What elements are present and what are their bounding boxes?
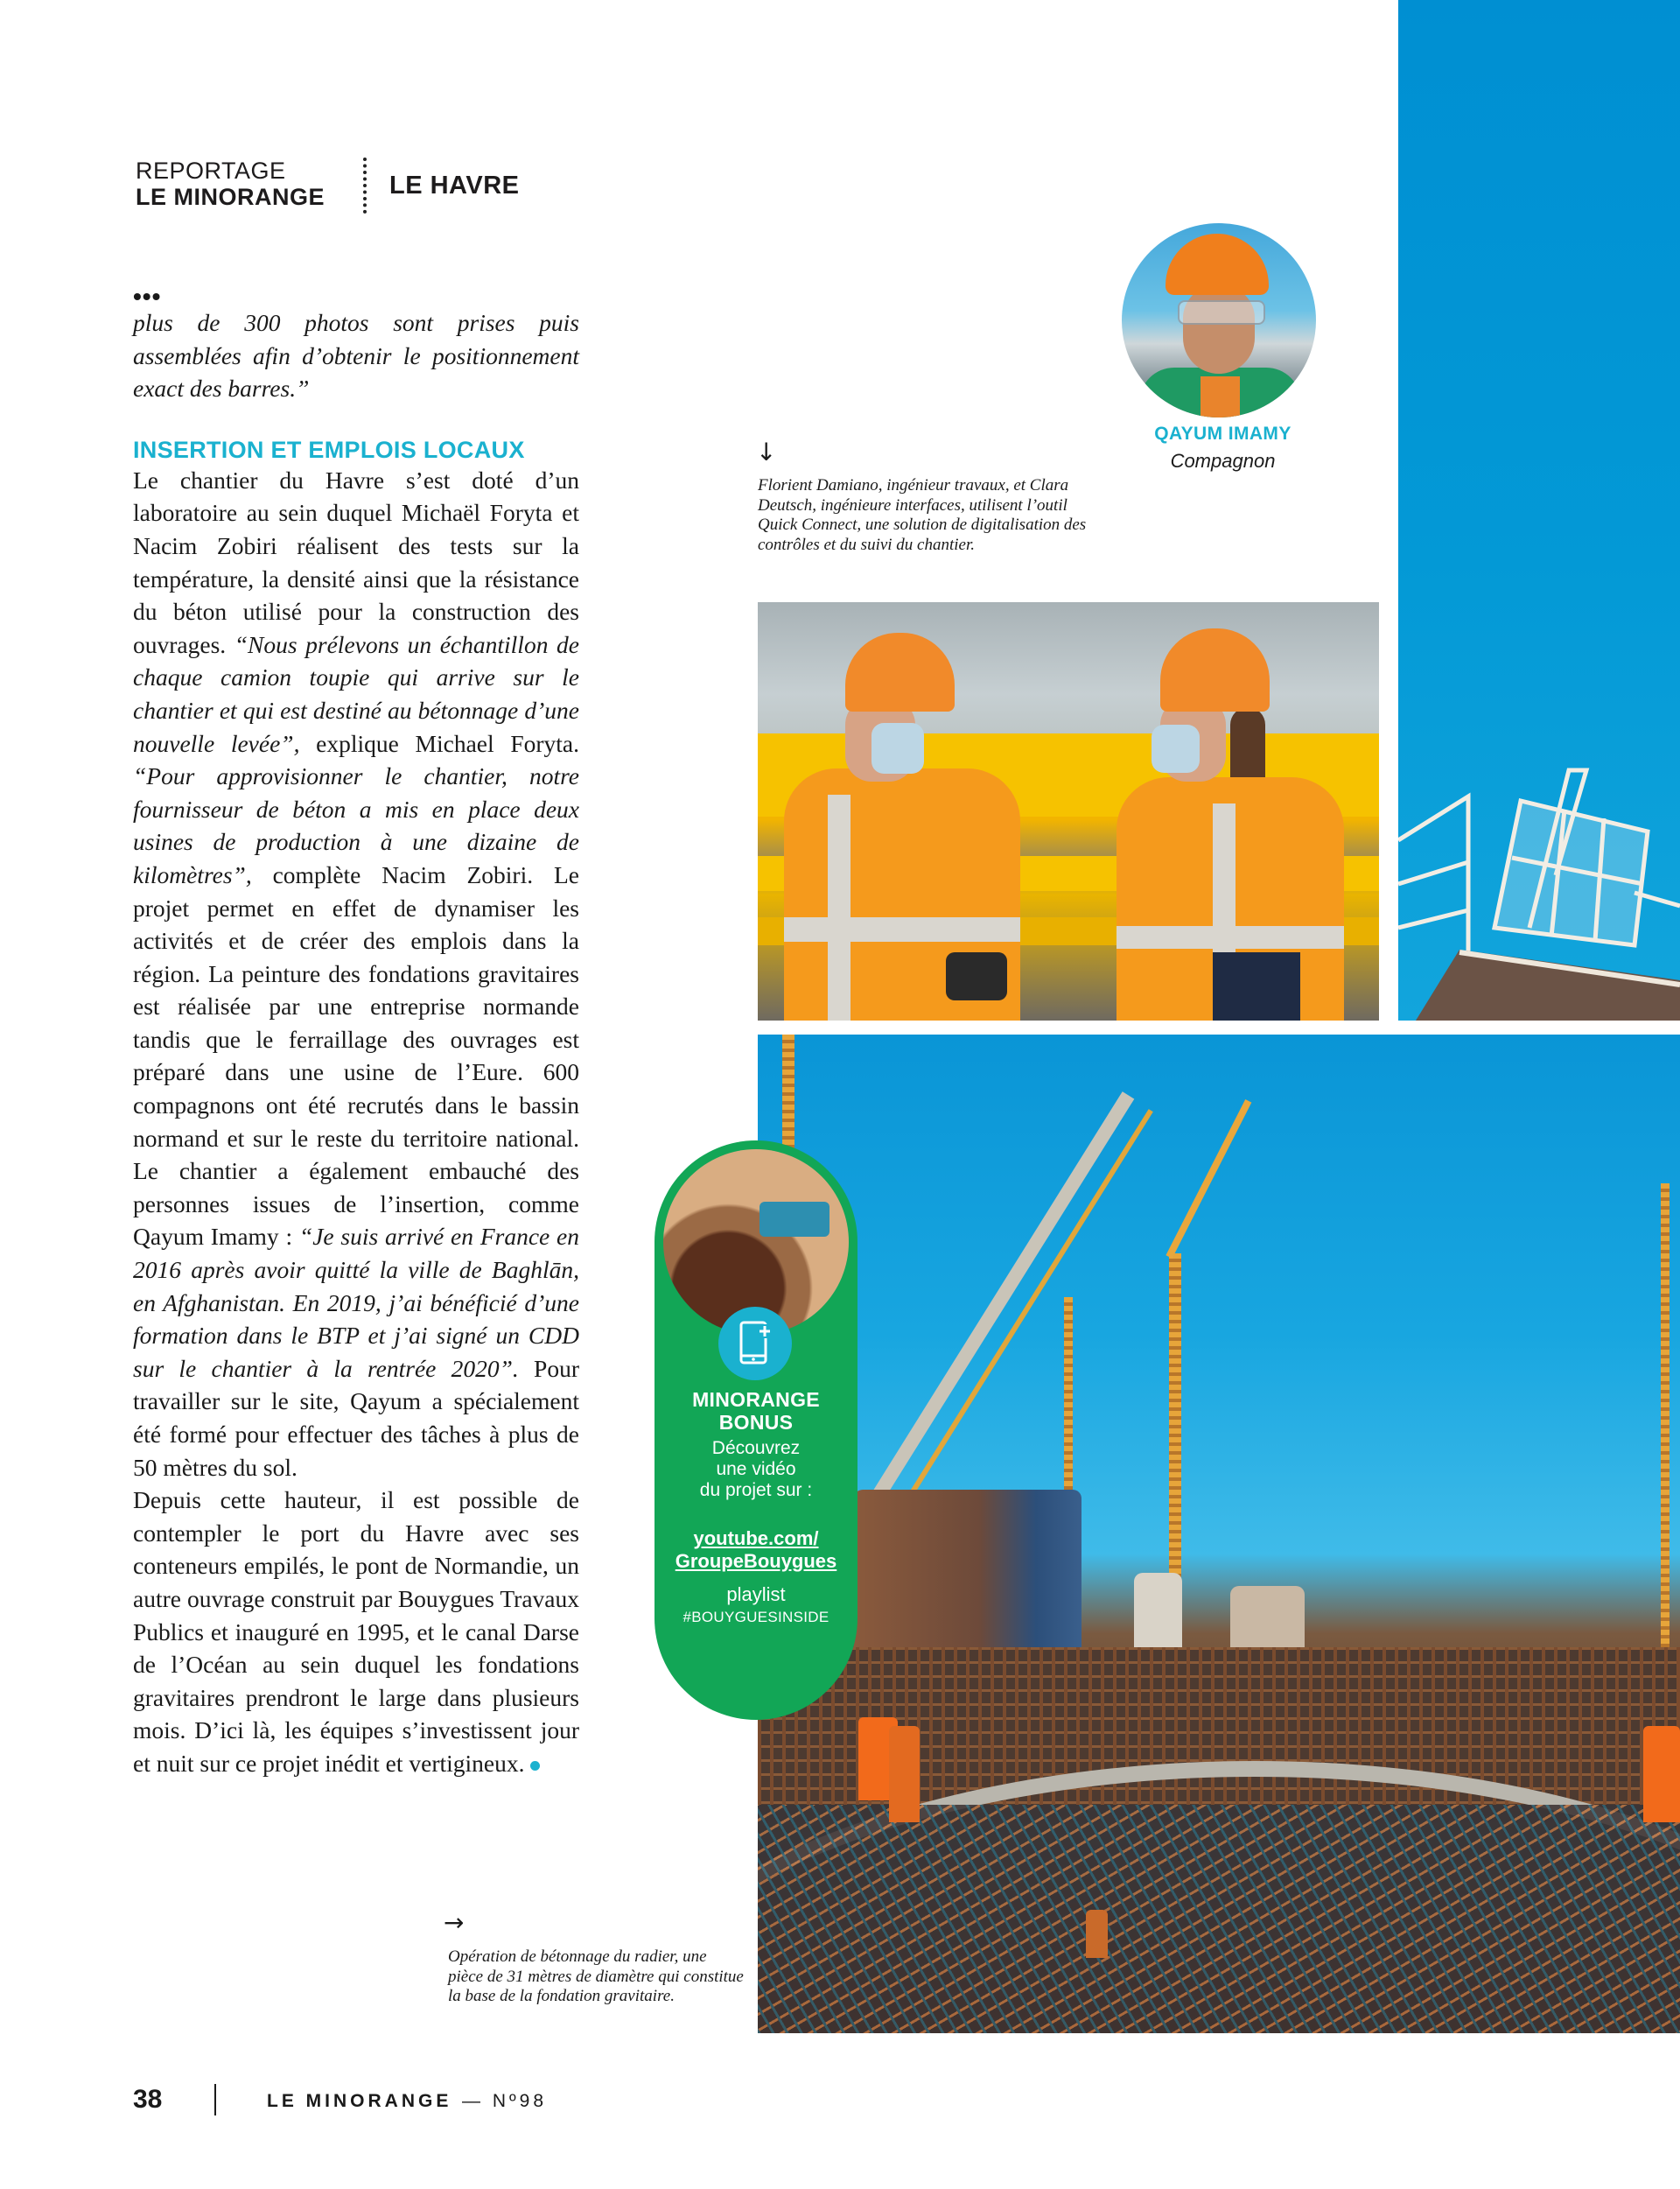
- playlist-label: playlist: [726, 1583, 786, 1605]
- bonus-title-line: MINORANGE: [692, 1388, 820, 1411]
- article-paragraph: [133, 1484, 579, 1779]
- text-run: Pour travailler sur le site, Qayum a spécialement été formé pour effectuer des tâches à plus de 50 mètres du sol.: [133, 1354, 579, 1481]
- text-run: Le chantier du Havre s’est doté d’un laboratoire au sein duquel Michaël Foryta et Nacim Zobiri réalisent des tests sur la température, la densité ainsi que la résistance du béton utilisé pour la construction des ouvrages.: [133, 466, 579, 658]
- continuation-marker: •••: [133, 283, 162, 310]
- text-run: Depuis cette hauteur, il est possible de contempler le port du Havre avec ses conteneurs empilés, le pont de Normandie, un autre ouvrage construit par Bouygues Travaux Publics et inauguré en 1995, et le canal Darse de l’Océan au sein duquel les fondations gravitaires prendront le large dans plusieurs mois. D’ici là, les équipes s’investissent jour et nuit sur ce projet inédit et vertigineux.: [133, 1486, 579, 1777]
- bonus-text-line: Découvrez: [711, 1438, 801, 1458]
- aerial-crane: [760, 1202, 830, 1237]
- minorange-bonus-card[interactable]: [654, 1140, 858, 1720]
- bonus-text-line: une vidéo: [716, 1459, 796, 1479]
- site-worker: [889, 1726, 920, 1822]
- playlist-hashtag: #BOUYGUESINSIDE: [682, 1609, 830, 1625]
- magazine-label: LE MINORANGE: [136, 184, 326, 210]
- pump-hose: [889, 1109, 1153, 1527]
- section-heading: INSERTION ET EMPLOIS LOCAUX: [133, 436, 525, 463]
- end-of-article-dot: [530, 1761, 540, 1771]
- crane-jib: [1166, 1099, 1251, 1259]
- site-worker: [1643, 1726, 1680, 1822]
- quote-text: “Je suis arrivé en France en 2016 après avoir quitté la ville de Baghlān, en Afghanistan. En 2019, j’ai bénéficié d’une formation dans le BTP et j’ai signé un CDD sur le chantier à la rentrée 2020”.: [133, 1223, 579, 1382]
- photo-caption-workers: Florient Damiano, ingénieur travaux, et Clara Deutsch, ingénieure interfaces, utilisent l’outil Quick Connect, une solution de digitalisation des contrôles et du suivi du chantier.: [758, 476, 1087, 554]
- portrait-photo: [1122, 223, 1316, 417]
- youtube-link[interactable]: [654, 1527, 858, 1573]
- portrait-glasses: [1178, 300, 1265, 325]
- face-mask: [872, 723, 924, 774]
- link-line[interactable]: youtube.com/: [693, 1527, 819, 1549]
- face-mask: [1152, 725, 1200, 773]
- article-body: [133, 283, 579, 1780]
- portrait-helmet: [1166, 234, 1269, 295]
- bonus-description: [654, 1438, 858, 1501]
- person-role: Compagnon: [1170, 450, 1276, 472]
- mobile-plus-icon: [718, 1307, 792, 1380]
- railing-illustration: [1398, 0, 1680, 1021]
- link-line[interactable]: GroupeBouygues: [675, 1550, 837, 1572]
- bonus-title-line: BONUS: [718, 1411, 794, 1434]
- arrow-down-icon: ↓: [756, 438, 777, 467]
- article-paragraph: [133, 464, 579, 1484]
- lead-quote: plus de 300 photos sont prises puis assemblées afin d’obtenir le positionnement exact des barres.”: [133, 309, 579, 403]
- dark-trousers: [1213, 952, 1300, 1021]
- reflective-stripe: [784, 917, 1020, 942]
- section-rubric: [136, 158, 325, 210]
- footer-divider: [214, 2084, 216, 2115]
- text-run: explique Michael Foryta.: [299, 729, 579, 757]
- reflective-stripe: [1116, 926, 1344, 949]
- site-worker: [1086, 1910, 1108, 1958]
- quote-text: “Pour approvisionner le chantier, notre fournisseur de béton a mis en place deux usines de production à une dizaine de kilomètres”,: [133, 762, 579, 888]
- tablet: [946, 952, 1007, 1000]
- construction-site-photo: [758, 1035, 1680, 2033]
- dotted-divider: [363, 158, 367, 214]
- hard-hat: [845, 633, 955, 712]
- person-name: QAYUM IMAMY: [1154, 424, 1292, 444]
- mobile-plus-glyph: [718, 1307, 792, 1380]
- engineer-right: [1099, 602, 1362, 1021]
- crane-mast: [1661, 1183, 1670, 1708]
- hard-hat: [1160, 628, 1270, 712]
- sky-photo-strip: [1398, 0, 1680, 1021]
- engineers-photo: [758, 602, 1379, 1021]
- footer-issue-number: — Nº98: [462, 2091, 548, 2111]
- portrait-vest: [1200, 376, 1240, 417]
- portrait-face: [1183, 286, 1255, 374]
- footer-magazine-name: LE MINORANGE: [267, 2091, 452, 2111]
- quote-text: “Nous prélevons un échantillon de chaque camion toupie qui arrive sur le chantier et qui est destiné au bétonnage d’une nouvelle levée”,: [133, 630, 579, 757]
- bonus-title: [654, 1388, 858, 1434]
- arrow-right-icon: →: [444, 1908, 465, 1937]
- rubric-label: REPORTAGE: [136, 158, 286, 184]
- bonus-text-line: du projet sur :: [699, 1480, 813, 1500]
- engineer-left: [775, 602, 1038, 1021]
- location-title: LE HAVRE: [389, 172, 520, 200]
- page-number: 38: [133, 2085, 163, 2114]
- rebar-deck: [758, 1805, 1680, 2033]
- photo-caption-site: Opération de bétonnage du radier, une pièce de 31 mètres de diamètre qui constitue la base de la fondation gravitaire.: [448, 1947, 744, 2005]
- concrete-pump-boom: [863, 1091, 1134, 1514]
- reflective-stripe: [828, 795, 850, 1021]
- text-run: complète Nacim Zobiri. Le projet permet en effet de dynamiser les activités et de créer des emplois dans la région. La peinture des fondations gravitaires est réalisée par une entreprise normande tandis que le ferraillage des ouvrages est préparé dans une usine de l’Eure. 600 compagnons ont été recrutés dans le bassin normand et sur le reste du territoire national. Le chantier a également embauché des personnes issues de l’insertion, comme Qayum Imamy :: [133, 860, 579, 1251]
